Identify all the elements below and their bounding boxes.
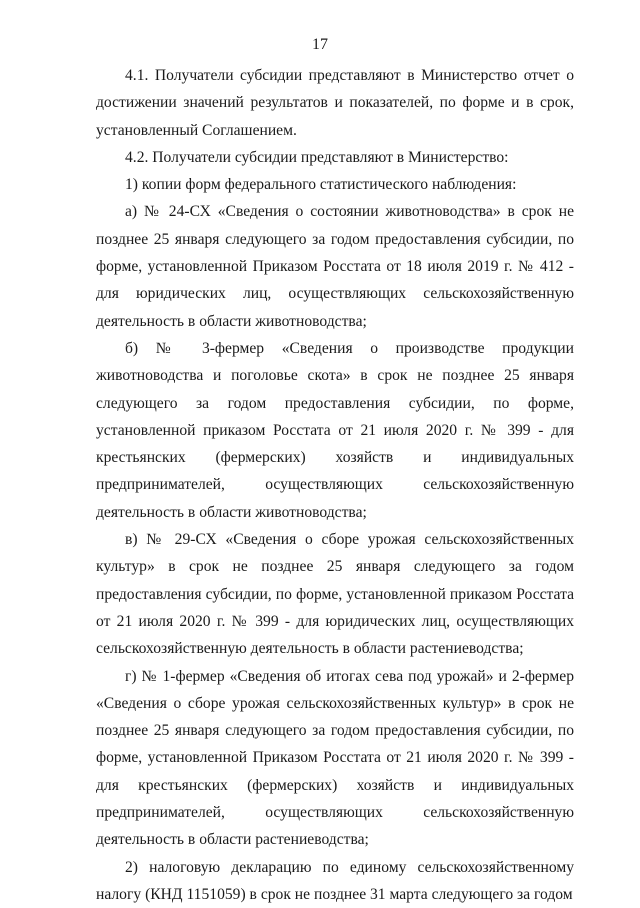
paragraph-item-v: в) № 29-СХ «Сведения о сборе урожая сельскохозяйственных культур» в срок не позднее 25 января следующего за годом предоставления субсидии, по форме, установленной приказом Росстата от 21 июля 2020 г. № 399 - для юридических лиц, осуществляющих сельскохозяйственную деятельность в области растениеводства; (96, 531, 574, 658)
paragraph-item-g: г) № 1-фермер «Сведения об итогах сева под урожай» и 2-фермер «Сведения о сборе урожая сельскохозяйственных культур» в срок не позднее 25 января следующего за годом предоставления субсидии, по форме, установленной Приказом Росстата от 21 июля 2020 г. № 399 - для крестьянских (фермерских) хозяйств и индивидуальных предпринимателей, осуществляющих сельскохозяйственную деятельность в области растениеводства; (96, 667, 574, 849)
page-number: 17 (312, 36, 328, 53)
paragraph-4-2: 4.2. Получатели субсидии представляют в Министерство: (125, 148, 509, 166)
paragraph-item-1: 1) копии форм федерального статистического наблюдения: (125, 176, 517, 194)
paragraph-4-1: 4.1. Получатели субсидии представляют в Министерство отчет о достижении значений результатов и показателей, по форме и в срок, установленный Соглашением. (96, 67, 574, 139)
paragraph-item-a: а) № 24-СХ «Сведения о состоянии животноводства» в срок не позднее 25 января следующего за годом предоставления субсидии, по форме, установленной Приказом Росстата от 18 июля 2019 г. № 412 - для юридических лиц, осуществляющих сельскохозяйственную деятельность в области животноводства; (96, 203, 574, 330)
document-body (96, 62, 574, 908)
paragraph-item-2: 2) налоговую декларацию по единому сельскохозяйственному налогу (КНД 1151059) в срок не позднее 31 марта следующего за годом (96, 858, 574, 903)
paragraph-item-b: б) № 3-фермер «Сведения о производстве продукции животноводства и поголовье скота» в срок не позднее 25 января следующего за годом предоставления субсидии, по форме, установленной приказом Росстата от 21 июля 2020 г. № 399 - для крестьянских (фермерских) хозяйств и индивидуальных предпринимателей, осуществляющих сельскохозяйственную деятельность в области животноводства; (96, 339, 574, 521)
